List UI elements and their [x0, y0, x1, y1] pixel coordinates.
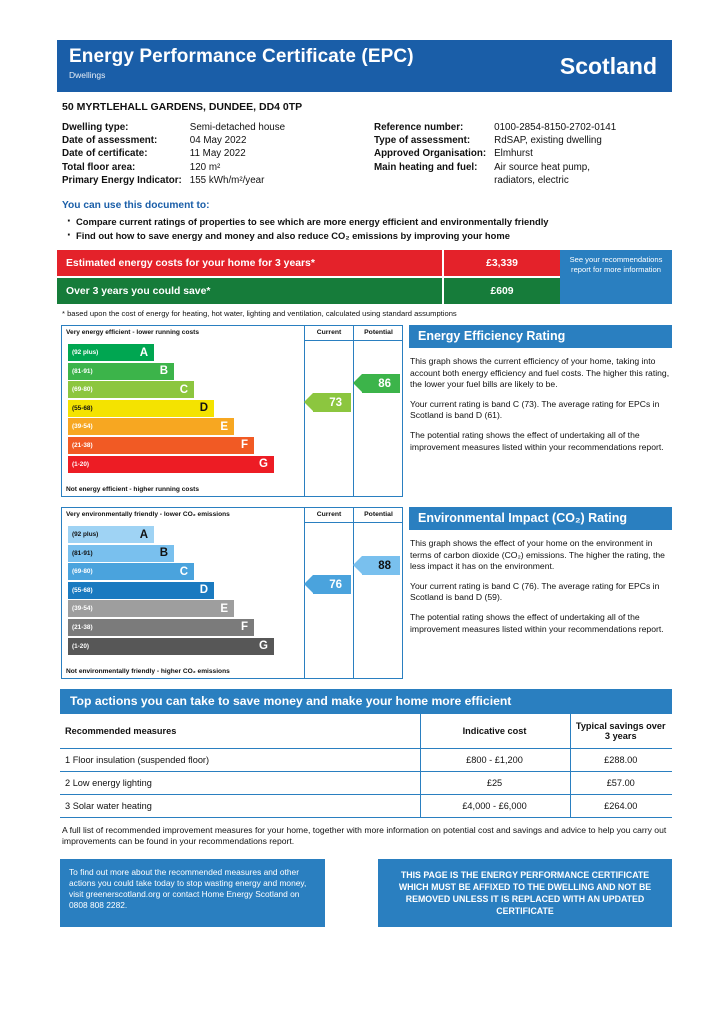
band-range: (81-91) — [72, 549, 93, 557]
column-header-cost: Indicative cost — [420, 714, 570, 749]
band-bar-b — [68, 363, 174, 380]
detail-label: Approved Organisation: — [374, 148, 487, 160]
band-letter: A — [139, 346, 148, 359]
estimated-cost-amount: £3,339 — [442, 250, 560, 276]
detail-label: Primary Energy Indicator: — [62, 174, 182, 186]
column-header-potential: Potential — [364, 329, 393, 337]
graph-caption-top: Very environmentally friendly - lower CO₂ emissions — [66, 511, 230, 519]
detail-value: RdSAP, existing dwelling — [494, 135, 602, 147]
energy-efficiency-para-1: This graph shows the current efficiency of your home, taking into account both energy efficiency and fuel costs. The higher this rating, the lower your fuel bills are likely to be. — [410, 356, 670, 390]
band-letter: D — [199, 584, 208, 597]
band-bar-c — [68, 381, 194, 398]
use-bullet: · Find out how to save energy and money and also reduce CO₂ emissions by improving your home — [66, 229, 672, 243]
potential-rating-value: 88 — [378, 559, 391, 572]
band-range: (69-80) — [72, 568, 93, 576]
detail-label: Date of assessment: — [62, 135, 158, 147]
band-range: (55-68) — [72, 404, 93, 412]
estimated-cost-row — [57, 250, 560, 276]
band-letter: G — [259, 640, 268, 653]
band-bar-g — [68, 638, 274, 655]
current-rating-pointer-energy — [313, 393, 351, 412]
detail-value: Elmhurst — [494, 148, 533, 160]
column-header-potential: Potential — [364, 511, 393, 519]
table-row — [60, 772, 672, 795]
band-letter: C — [179, 383, 188, 396]
estimated-cost-label: Estimated energy costs for your home for 3 years* — [66, 257, 315, 269]
measure-number: 3 — [65, 801, 71, 812]
detail-value: Semi-detached house — [189, 122, 286, 133]
details-right-labels — [374, 121, 486, 187]
band-range: (1-20) — [72, 460, 90, 468]
detail-value: 120 m² — [189, 161, 221, 173]
measure-cell — [60, 795, 420, 818]
graph-divider — [353, 326, 354, 496]
energy-efficiency-title: Energy Efficiency Rating — [409, 325, 672, 348]
column-header-current: Current — [316, 511, 342, 519]
property-address: 50 MYRTLEHALL GARDENS, DUNDEE, DD4 0TP — [62, 101, 303, 113]
environmental-impact-para-3: The potential rating shows the effect of undertaking all of the improvement measures listed within your recommendations report. — [410, 611, 664, 634]
column-header-current: Current — [316, 329, 342, 337]
use-bullet: · Compare current ratings of properties to see which are more energy efficient and environmentally friendly — [66, 215, 672, 229]
detail-value: radiators, electric — [494, 174, 569, 186]
cost-cell: £800 - £1,200 — [420, 749, 570, 772]
detail-label: Type of assessment: — [374, 135, 471, 147]
band-letter: B — [159, 547, 168, 560]
band-letter: D — [199, 402, 208, 415]
band-bars — [68, 526, 274, 656]
top-actions-title: Top actions you can take to save money and make your home more efficient — [60, 689, 672, 714]
measure-text: Low energy lighting — [72, 778, 152, 789]
band-letter: A — [139, 528, 148, 541]
band-range: (21-38) — [72, 623, 93, 631]
ratings-graphs — [57, 325, 672, 679]
band-letter: F — [240, 439, 248, 452]
detail-label: Dwelling type: — [62, 122, 129, 133]
header-region: Scotland — [559, 52, 657, 79]
band-letter: C — [179, 565, 188, 578]
saving-cell: £57.00 — [570, 772, 672, 795]
band-range: (21-38) — [72, 441, 93, 449]
detail-label: Reference number: — [374, 122, 464, 133]
graph-divider — [304, 326, 305, 496]
energy-efficiency-text — [409, 325, 672, 453]
band-bar-d — [68, 400, 214, 417]
recommendations-callout: See your recommendations report for more information — [560, 250, 672, 304]
column-header-measures: Recommended measures — [60, 714, 420, 749]
detail-value: 04 May 2022 — [189, 135, 247, 147]
details-left-values — [190, 121, 285, 187]
cost-bars — [57, 250, 560, 304]
certificate-sheet — [57, 40, 672, 960]
details-right-column — [374, 121, 616, 187]
measure-text: Floor insulation (suspended floor) — [72, 755, 210, 766]
top-actions-section — [57, 689, 672, 848]
potential-rating-pointer-co2 — [362, 556, 400, 575]
document-footer — [60, 859, 672, 927]
assessment-details — [62, 121, 672, 187]
environmental-impact-text — [409, 507, 672, 635]
detail-label: Date of certificate: — [62, 148, 148, 160]
environmental-impact-graph — [61, 507, 403, 679]
energy-efficiency-para-2: Your current rating is band C (73). The average rating for EPCs in Scotland is band D (61). — [410, 398, 660, 421]
graph-caption-bottom: Not environmentally friendly - higher CO₂ emissions — [66, 668, 230, 676]
detail-value: 0100-2854-8150-2702-0141 — [494, 122, 617, 133]
header-left — [58, 41, 560, 91]
details-right-values — [494, 121, 616, 187]
table-header-row — [60, 714, 672, 749]
band-bar-e — [68, 600, 234, 617]
band-letter: E — [220, 602, 228, 615]
graph-caption-bottom: Not energy efficient - higher running costs — [66, 486, 199, 494]
details-left-column — [62, 121, 374, 187]
band-range: (92 plus) — [72, 349, 99, 357]
measure-cell — [60, 749, 420, 772]
environmental-impact-para-2: Your current rating is band C (76). The average rating for EPCs in Scotland is band D (59). — [410, 580, 660, 603]
band-letter: E — [220, 420, 228, 433]
detail-value: 11 May 2022 — [189, 148, 246, 160]
cost-cell: £4,000 - £6,000 — [420, 795, 570, 818]
page-title: Energy Performance Certificate (EPC) — [69, 46, 414, 67]
band-bar-a — [68, 344, 154, 361]
header-subtitle: Dwellings — [69, 70, 106, 80]
current-rating-pointer-co2 — [313, 575, 351, 594]
potential-rating-pointer-energy — [362, 374, 400, 393]
saving-cell: £288.00 — [570, 749, 672, 772]
environmental-impact-para-1: This graph shows the effect of your home on the environment in terms of carbon dioxide (CO₂) emissions. The higher the rating, the less impact it has on the environment. — [410, 538, 665, 572]
detail-label: Total floor area: — [62, 161, 136, 173]
energy-efficiency-block — [57, 325, 672, 497]
table-row — [60, 795, 672, 818]
band-range: (69-80) — [72, 386, 93, 394]
band-letter: G — [259, 458, 268, 471]
details-left-labels — [62, 121, 182, 187]
potential-saving-label: Over 3 years you could save* — [66, 285, 211, 297]
top-actions-table — [60, 714, 672, 818]
column-header-savings: Typical savings over 3 years — [570, 714, 672, 749]
band-bar-f — [68, 619, 254, 636]
graph-caption-top: Very energy efficient - lower running costs — [66, 329, 200, 337]
potential-rating-value: 86 — [378, 377, 391, 390]
costs-footnote: * based upon the cost of energy for heating, hot water, lighting and ventilation, calculated using standard assumptions — [62, 309, 457, 319]
band-range: (81-91) — [72, 367, 93, 375]
graph-header-rule — [304, 340, 402, 341]
band-bar-g — [68, 456, 274, 473]
use-heading: You can use this document to: — [62, 200, 210, 212]
band-letter: F — [240, 621, 248, 634]
band-letter: B — [159, 365, 168, 378]
band-bar-f — [68, 437, 254, 454]
footer-notice-box: THIS PAGE IS THE ENERGY PERFORMANCE CERTIFICATE WHICH MUST BE AFFIXED TO THE DWELLING AND NOT BE REMOVED UNLESS IT IS REPLACED WITH AN UPDATED CERTIFICATE — [378, 859, 672, 927]
environmental-impact-block — [57, 507, 672, 679]
measure-text: Solar water heating — [72, 801, 152, 812]
current-rating-value: 73 — [329, 396, 342, 409]
potential-saving-amount: £609 — [442, 278, 560, 304]
band-bar-a — [68, 526, 154, 543]
band-range: (39-54) — [72, 605, 93, 613]
cost-cell: £25 — [420, 772, 570, 795]
graph-divider — [304, 508, 305, 678]
document-header — [57, 40, 672, 92]
band-bars — [68, 344, 274, 474]
table-row — [60, 749, 672, 772]
detail-value: Air source heat pump, — [494, 161, 590, 173]
energy-efficiency-para-3: The potential rating shows the effect of undertaking all of the improvement measures listed within your recommendations report. — [410, 429, 664, 452]
current-rating-value: 76 — [329, 578, 342, 591]
band-bar-c — [68, 563, 194, 580]
detail-label: Main heating and fuel: — [374, 161, 478, 173]
detail-value: 155 kWh/m²/year — [189, 174, 265, 186]
band-bar-e — [68, 418, 234, 435]
footer-advice-box: To find out more about the recommended measures and other actions you could take today to stop wasting energy and money, visit greenerscotland.org or contact Home Energy Scotland on 0808 808 2282. — [60, 859, 325, 927]
measure-number: 1 — [65, 755, 71, 766]
graph-header-rule — [304, 522, 402, 523]
band-bar-d — [68, 582, 214, 599]
measure-cell — [60, 772, 420, 795]
potential-saving-row — [57, 278, 560, 304]
band-range: (1-20) — [72, 642, 90, 650]
energy-costs-section — [57, 250, 672, 304]
saving-cell: £264.00 — [570, 795, 672, 818]
band-range: (39-54) — [72, 423, 93, 431]
band-range: (55-68) — [72, 586, 93, 594]
graph-divider — [353, 508, 354, 678]
top-actions-note: A full list of recommended improvement measures for your home, together with more information on potential cost and savings and advice to help you carry out improvements can be found in your recommendations report. — [62, 825, 667, 847]
energy-efficiency-graph — [61, 325, 403, 497]
band-bar-b — [68, 545, 174, 562]
environmental-impact-title: Environmental Impact (CO₂) Rating — [409, 507, 672, 530]
measure-number: 2 — [65, 778, 71, 789]
band-range: (92 plus) — [72, 531, 99, 539]
use-bullets — [66, 215, 672, 242]
